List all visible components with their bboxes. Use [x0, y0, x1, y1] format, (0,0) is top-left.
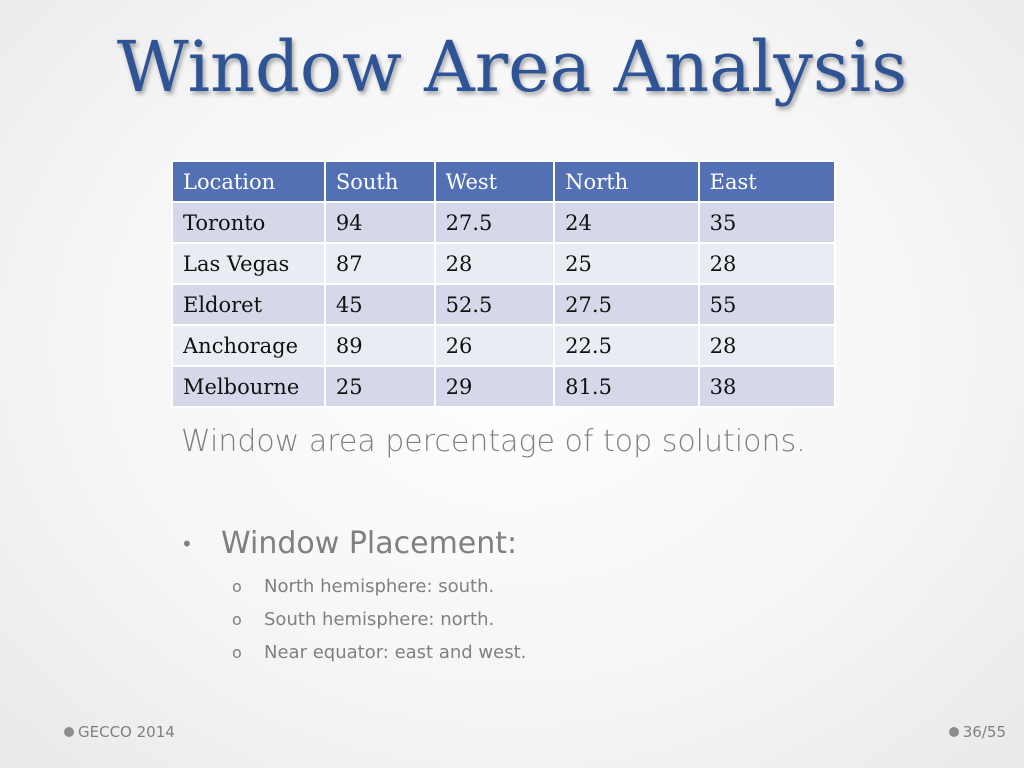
- table-row: [172, 202, 835, 243]
- table-row: [172, 243, 835, 284]
- slide-title: Window Area Analysis: [116, 26, 908, 108]
- table-cell-west: 29: [435, 366, 555, 407]
- list-item-text: Near equator: east and west.: [264, 641, 527, 663]
- column-header-south: South: [325, 161, 435, 202]
- table-cell-south: 87: [325, 243, 435, 284]
- table-cell-west: 28: [435, 243, 555, 284]
- table-cell-west: 27.5: [435, 202, 555, 243]
- list-item-text: North hemisphere: south.: [264, 575, 495, 597]
- circle-bullet-icon: o: [232, 576, 242, 596]
- table-cell-south: 25: [325, 366, 435, 407]
- table-cell-east: 28: [699, 243, 835, 284]
- table-cell-north: 22.5: [554, 325, 698, 366]
- table-header-row: [172, 161, 835, 202]
- list-item-text: South hemisphere: north.: [264, 608, 495, 630]
- table-row: [172, 284, 835, 325]
- table-cell-north: 27.5: [554, 284, 698, 325]
- table-cell-west: 52.5: [435, 284, 555, 325]
- table-cell-location: Toronto: [172, 202, 325, 243]
- window-area-table: [171, 160, 836, 408]
- bullet-heading: [181, 526, 517, 561]
- sub-bullet-list: [232, 570, 526, 669]
- column-header-west: West: [435, 161, 555, 202]
- table-cell-north: 24: [554, 202, 698, 243]
- table-row: [172, 325, 835, 366]
- table-caption: Window area percentage of top solutions.: [181, 424, 806, 459]
- table-cell-east: 55: [699, 284, 835, 325]
- circle-bullet-icon: o: [232, 609, 242, 629]
- footer-page-number-text: 36/55: [962, 723, 1006, 741]
- table-cell-south: 45: [325, 284, 435, 325]
- table-cell-south: 89: [325, 325, 435, 366]
- footer-conference-text: GECCO 2014: [78, 723, 175, 741]
- table-cell-east: 28: [699, 325, 835, 366]
- table-cell-south: 94: [325, 202, 435, 243]
- table-row: [172, 366, 835, 407]
- footer-dot-icon: [64, 727, 74, 737]
- list-item: [232, 636, 526, 669]
- footer-conference: [64, 723, 175, 741]
- bullet-heading-text: Window Placement:: [221, 526, 518, 561]
- list-item: [232, 603, 526, 636]
- table-cell-location: Las Vegas: [172, 243, 325, 284]
- column-header-location: Location: [172, 161, 325, 202]
- footer-dot-icon: [949, 727, 959, 737]
- table-cell-north: 25: [554, 243, 698, 284]
- footer-page-number: [949, 723, 1006, 741]
- table-cell-east: 38: [699, 366, 835, 407]
- table-cell-location: Anchorage: [172, 325, 325, 366]
- table-cell-north: 81.5: [554, 366, 698, 407]
- bullet-dot-icon: •: [181, 531, 193, 556]
- table-cell-location: Eldoret: [172, 284, 325, 325]
- circle-bullet-icon: o: [232, 642, 242, 662]
- column-header-north: North: [554, 161, 698, 202]
- table-cell-east: 35: [699, 202, 835, 243]
- table-cell-west: 26: [435, 325, 555, 366]
- table-cell-location: Melbourne: [172, 366, 325, 407]
- column-header-east: East: [699, 161, 835, 202]
- list-item: [232, 570, 526, 603]
